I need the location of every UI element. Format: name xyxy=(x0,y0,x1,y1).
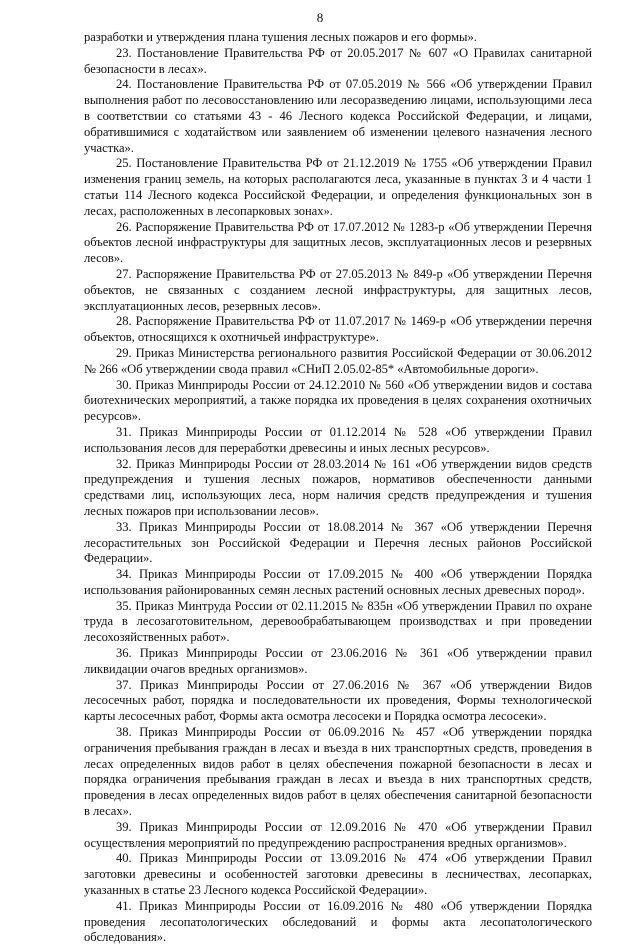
list-item-28: 28. Распоряжение Правительства РФ от 11.07.2017 № 1469-р «Об утверждении перечня объектов, относящихся к охотничьей инфраструктуре». xyxy=(84,314,592,345)
list-item-27: 27. Распоряжение Правительства РФ от 27.05.2013 № 849-р «Об утверждении Перечня объектов, не связанных с созданием лесной инфраструктуры, для защитных лесов, эксплуатационных лесов, резервных лесов». xyxy=(84,266,592,313)
list-item-37: 37. Приказ Минприроды России от 27.06.2016 № 367 «Об утверждении Видов лесосечных работ, порядка и последовательности их проведения, Формы технологической карты лесосечных работ, Формы акта осмотра лесосеки и Порядка осмотра лесосеки». xyxy=(84,677,592,724)
list-item-39: 39. Приказ Минприроды России от 12.09.2016 № 470 «Об утверждении Правил осуществления мероприятий по предупреждению распространения вредных организмов». xyxy=(84,819,592,850)
list-item-29: 29. Приказ Министерства регионального развития Российской Федерации от 30.06.2012 № 266 «Об утверждении свода правил «СНиП 2.05.02-85* «Автомобильные дороги». xyxy=(84,345,592,376)
list-item-36: 36. Приказ Минприроды России от 23.06.2016 № 361 «Об утверждении правил ликвидации очагов вредных организмов». xyxy=(84,646,592,676)
list-item-23: 23. Постановление Правительства РФ от 20.05.2017 № 607 «О Правилах санитарной безопасности в лесах». xyxy=(84,45,592,76)
list-item-31: 31. Приказ Минприроды России от 01.12.2014 № 528 «Об утверждении Правил использования лесов для переработки древесины и иных лесных ресурсов». xyxy=(84,424,592,455)
list-item-26: 26. Распоряжение Правительства РФ от 17.07.2012 № 1283-р «Об утверждении Перечня объектов лесной инфраструктуры для защитных лесов, эксплуатационных лесов и резервных лесов». xyxy=(84,219,592,266)
document-body xyxy=(84,30,592,946)
list-item-24: 24. Постановление Правительства РФ от 07.05.2019 № 566 «Об утверждении Правил выполнения работ по лесовосстановлению или лесоразведению лицами, использующими леса в соответствии со статьями 43 - 46 Лесного кодекса Российской Федерации, и лицами, обратившимися с ходатайством или заявлением об изменении целевого назначения лесного участка». xyxy=(84,77,592,155)
list-item-41: 41. Приказ Минприроды России от 16.09.2016 № 480 «Об утверждении Порядка проведения лесопатологических обследований и формы акта лесопатологического обследования». xyxy=(84,898,592,945)
list-item-30: 30. Приказ Минприроды России от 24.12.2010 № 560 «Об утверждении видов и состава биотехнических мероприятий, а также порядка их проведения в целях сохранения охотничьих ресурсов». xyxy=(84,377,592,424)
list-item-25: 25. Постановление Правительства РФ от 21.12.2019 № 1755 «Об утверждении Правил изменения границ земель, на которых располагаются леса, указанные в пунктах 3 и 4 части 1 статьи 114 Лесного кодекса Российской Федерации, и определения функциональных зон в лесах, расположенных в лесопарковых зонах». xyxy=(84,156,592,218)
list-item-33: 33. Приказ Минприроды России от 18.08.2014 № 367 «Об утверждении Перечня лесорастительных зон Российской Федерации и Перечня лесных районов Российской Федерации». xyxy=(84,519,592,566)
list-item-32: 32. Приказ Минприроды России от 28.03.2014 № 161 «Об утверждении видов средств предупреждения и тушения лесных пожаров, нормативов обеспеченности данными средствами лиц, использующих леса, норм наличия средств предупреждения и тушения лесных пожаров при использовании лесов». xyxy=(84,456,592,518)
page-number: 8 xyxy=(316,10,324,25)
list-item-38: 38. Приказ Минприроды России от 06.09.2016 № 457 «Об утверждении порядка ограничения пребывания граждан в лесах и въезда в них транспортных средств, проведения в лесах определенных видов работ в целях обеспечения пожарной безопасности в лесах и порядка ограничения пребывания граждан в лесах и въезда в них транспортных средств, проведения в лесах определенных видов работ в целях обеспечения санитарной безопасности в лесах». xyxy=(84,725,592,819)
list-item-35: 35. Приказ Минтруда России от 02.11.2015 № 835н «Об утверждении Правил по охране труда в лесозаготовительном, деревообрабатывающем производствах и при проведении лесохозяйственных работ». xyxy=(84,598,592,645)
list-item-40: 40. Приказ Минприроды России от 13.09.2016 № 474 «Об утверждении Правил заготовки древесины и особенностей заготовки древесины в лесничествах, лесопарках, указанных в статье 23 Лесного кодекса Российской Федерации». xyxy=(84,851,592,898)
list-item-34: 34. Приказ Минприроды России от 17.09.2015 № 400 «Об утверждении Порядка использования районированных семян лесных растений основных лесных древесных пород». xyxy=(84,567,592,597)
continuation-text: разработки и утверждения плана тушения лесных пожаров и его формы». xyxy=(84,30,477,44)
